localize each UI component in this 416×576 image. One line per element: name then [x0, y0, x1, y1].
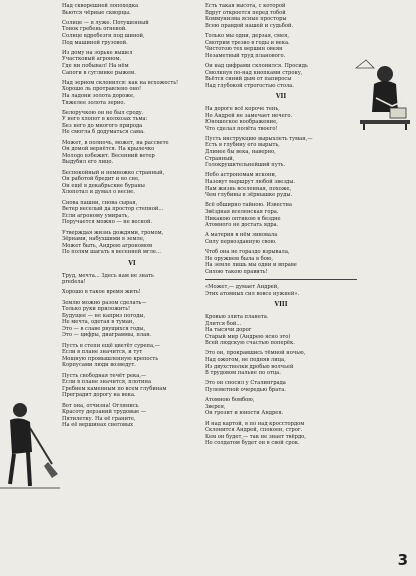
stanza: Снова пашни, снова сырая, Ветер веселый да простор степной... Если агроному умирать, Поручается можно — не весной. [62, 199, 164, 226]
stanza: Труд, мечта... Здесь нам не знать predела! [62, 272, 154, 286]
stanza: Есть такая высота, с которой Вдруг откроется перед тобой Коммунизма ясные просторы Всею правдой нашей и судьбой. [205, 3, 294, 29]
stanza: Он над цифрами склонился. Просидь Смолкнув по-над кнопками строку, Вьётся синий дым от папиросы Над глубокой строгостью стола. [205, 62, 308, 89]
stanza: На дороге всё короче тень, Но Андрей не замечает нечего. Юношеское воображение, Что сделал полёта твоего! [205, 105, 293, 132]
stanza: Солнце — в луже. Потушенный Тонок гребень огневой. Солнце вдребезги под шиной, Под машиной грузовой. [62, 19, 149, 46]
stanza: Атомною бомбою, Зверея, Он грозит и юности Андрея. [205, 397, 284, 417]
stanza: Беспокойный и немножко странный, Он работой бредит и во сне, Он ещё в декабрьские бураны Хлопотал и думал о весне. [62, 169, 165, 196]
stanza: Всё обширно тайною. Известна Звёздная вселенская гора. Никакою оптикою в бездне Атомного не достать ядра. [205, 202, 292, 229]
stanza: Над скворешней лопоходка Вьются чёрные скворцы. [62, 3, 139, 16]
stanza: Это он сносил у Сталинграда Пулеметной очередью брата. [205, 380, 286, 394]
stanza: Это он, прокравшись тёмной ночью, Над ожогом, не подняв лица, Из двухстволки дробью волчьей В трудовом пальне по отца. [205, 350, 306, 377]
stanza: «Может,— думает Андрей, Этих атомных сил вовсе нужней». [205, 284, 300, 297]
stanza: Пусть свободная течёт река,— Если в плане значится, плотина Гребнем каменным по всем глубинам Преградит дорогу на века. [62, 372, 167, 399]
stanza: Землю можно разом сделать— Только руки приложить! Будущее — не каприз погоды, Не мечта, одетая в туман, Это — в славе рвущихся годы, Это — цифры, диаграммы, план. [62, 299, 152, 339]
right-column [205, 3, 357, 451]
section-heading: VI [128, 259, 136, 267]
left-column [62, 3, 202, 433]
section-heading: VII [275, 93, 287, 101]
divider [205, 279, 357, 280]
stanza: Утверждая жизнь дождями, громом, Зёрнами, набухшими в земле, Может быть, Андрею агрономом По полям шагать в весенней мгле... [62, 229, 164, 256]
stanza: Хорошо в такое время жить! [62, 289, 141, 296]
stanza: Кровью злита планета. Длится бой... На тысячи дорог Старый мир (Андрею ясно это) Всей людскую счастью поперёк. [205, 313, 295, 347]
stanza: Чтоб она не гораздо взрывала, Не оружием была в бою, На земле лишь мы одни и вправе Силою такою править! [205, 249, 297, 275]
stanza: Вот она, отчизна! Оглянись Красоту дерзаний трудовые — Пятилетку. На её гранитe, На её вершинах снеговых [62, 402, 147, 429]
page-number: 3 [397, 551, 408, 569]
stanza: Пусть в степи ещё цветёт сурепа,— Если в плане значится, и тут Мощную промышленную крепость Корпусами люди возведут. [62, 342, 160, 369]
farmhouse-illustration [0, 0, 60, 80]
stanza: Из дому на зорьке вышел Участковый агроном. Где ни побывал! На нём Сапоги в суглинке рыжем. [62, 49, 136, 76]
stanza: Только мы одни, дерзая, смея, Смотрим трезво в годы и века. Чистотою тех вершин овеян Незаметный труд планового. [205, 32, 290, 59]
stanza: Над зерном склонился: как на всхожесть! Хорошо ль протравлено оно! На ладони золота дороже, Тяжелее золота зерно. [62, 79, 179, 106]
stanza: Может, в полночь, может, на рассвете Он домой вернётся. На крылечко Молодо взбежит. Весенний ветер Выдубил его лицо. [62, 139, 169, 166]
stanza: А материя в нём зиновала Силу первозданную свою. [205, 232, 278, 245]
stanza: Пусть инструкцию вырыхлеть туман,— Есть в глубину его вырыть, Длинее бы века, наверно, Странный, Голокрушительнейший путь. [205, 135, 313, 169]
stanza: Белоручкою он не был сроду. У него хлопот в колхозах тьма: Без него до многого природа Не смогла б додуматься сама. [62, 109, 148, 136]
stanza: Небо астрономам искони, Назовут маршрут любой звезды. Нам жизнь вселенная, похоже, Чем глубины в зёрнышке руды. [205, 172, 296, 199]
man-at-desk-illustration [352, 50, 416, 130]
worker-with-shovel-illustration [0, 392, 60, 492]
section-heading: VIII [274, 301, 288, 309]
stanza: И над картой, в по над кросстордом Склонится Андрей, спокоен, строг. Кем он будет,— так не знает твёрдо, Но солдатом будет он в свой срок. [205, 420, 306, 447]
